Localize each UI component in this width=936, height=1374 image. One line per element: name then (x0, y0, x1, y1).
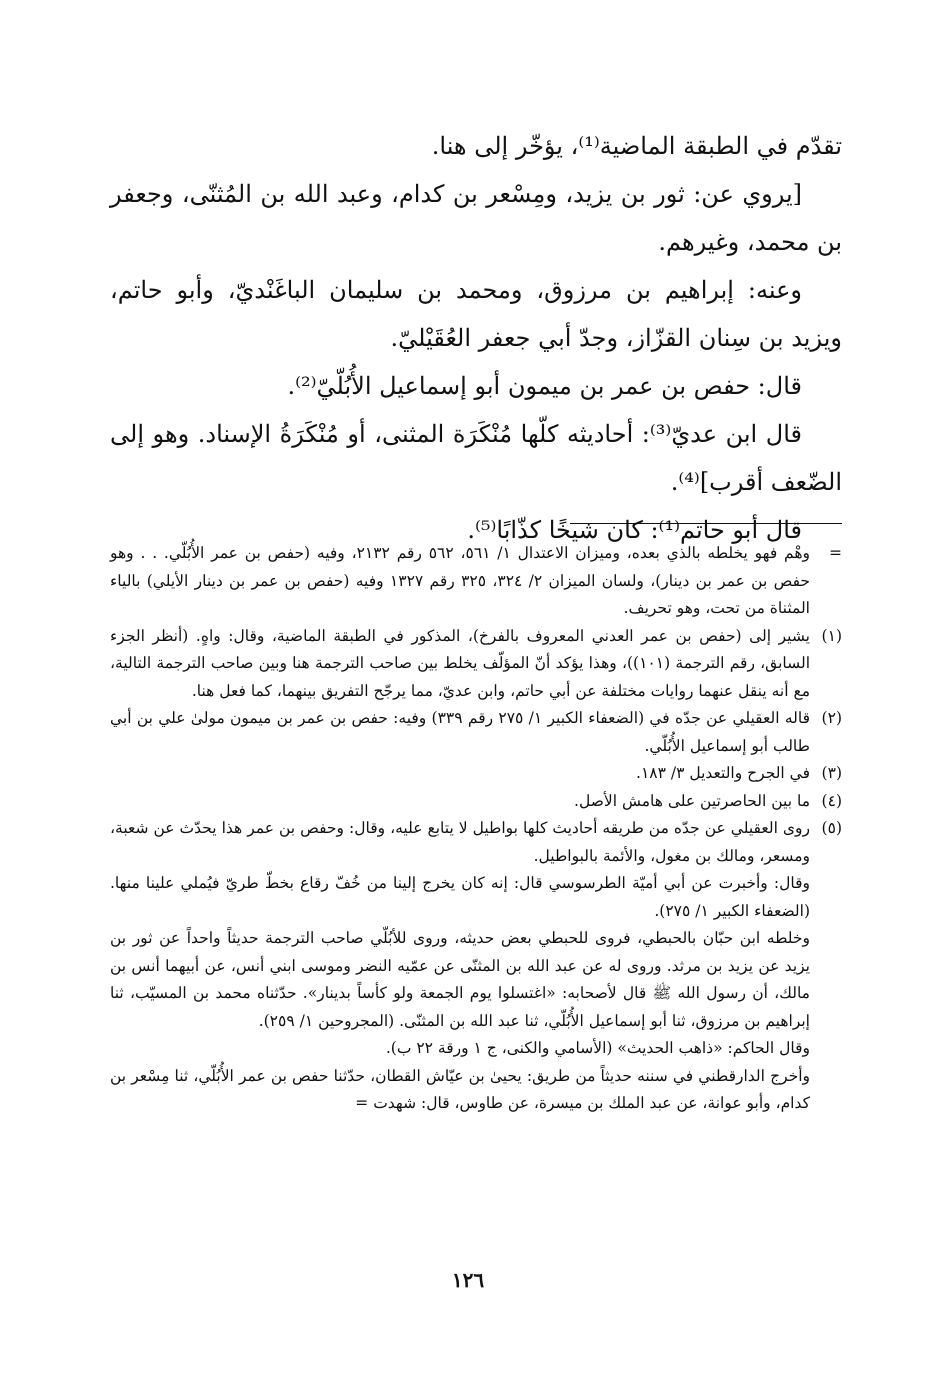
main-line: قال: حفص بن عمر بن ميمون أبو إسماعيل الأُبُلّيّ⁽²⁾. (287, 372, 802, 400)
page-number: ١٢٦ (451, 1268, 485, 1292)
footnote-marker: (١) (821, 626, 842, 645)
footnote-marker: (٢) (821, 709, 842, 727)
footnote-separator (570, 523, 842, 524)
footnote-marker: (٥) (821, 819, 842, 837)
footnote-marker: (٣) (821, 764, 842, 782)
footnote-continuation (110, 540, 842, 623)
main-line: تقدّم في الطبقة الماضية⁽¹⁾، يؤخّر إلى هنا. (431, 132, 842, 160)
footnote-text: وهْم فهو يخلطه بالذي بعده، وميزان الاعتدال ١/ ٥٦١، ٥٦٢ رقم ٢١٣٢، وفيه (حفص بن عمر الأُبُلّي. . . وهو حفص بن عمر بن دينار)، ولسان الميزان ٢/ ٣٢٤، ٣٢٥ رقم ١٣٢٧ وفيه (حفص بن عمر بن دينار الأيلي) بالياء المثناة من تحت، وهو تحريف. (110, 544, 811, 617)
main-line: قال ابن عديّ⁽³⁾: أحاديثه كلّها مُنْكَرَة المثنى، أو مُنْكَرَةُ الإسناد. وهو إلى الضّعف أقرب]⁽⁴⁾. (110, 420, 842, 496)
footnote-text: وأخرج الدارقطني في سننه حديثاً من طريق: يحيىٰ بن عيّاش القطان، حدّثنا حفص بن عمر الأُبُلّي، ثنا مِسْعر بن كدام، وأبو عوانة، عن عبد الملك بن ميسرة، عن طاوس، قال: شهدت = (110, 1066, 810, 1112)
main-line: [يروي عن: ثور بن يزيد، ومِسْعر بن كدام، وعبد الله بن المُثنّى، وجعفر بن محمد، وغيرهم. (110, 180, 842, 256)
footnote-text: وخلطه ابن حبّان بالحبطي، فروى للحبطي بعض حديثه، وروى للأبُلّي صاحب الترجمة حديثاً واحداً عن ثور بن يزيد عن يزيد بن مرثد. وروى له عن عبد الله بن المثنّى عن عمّيه النضر وموسى ابني أنس، عن أبيهما أنس بن مالك، أن رسول الله ﷺ قال لأصحابه: «اغتسلوا يوم الجمعة ولو كأساً بدينار». حدّثناه محمد بن المسيّب، ثنا إبراهيم بن مرزوق، ثنا أبو إسماعيل الأُبُلّي، ثنا عبد الله بن المثنّى. (المجروحين ١/ ٢٥٩). (110, 929, 810, 1030)
footnotes (110, 540, 842, 1118)
footnote-2 (110, 705, 842, 760)
footnote-3 (110, 760, 842, 788)
footnote-text: قاله العقيلي عن جدّه في (الضعفاء الكبير ١/ ٢٧٥ رقم ٣٣٩) وفيه: حفص بن عمر بن ميمون مولىٰ علي بن أبي طالب أبو إسماعيل الأُبُلّي. (110, 709, 810, 755)
footnote-text: في الجرح والتعديل ٣/ ١٨٣. (636, 764, 810, 782)
footnote-5 (110, 815, 842, 1118)
main-line: قال أبو حاتم⁽¹⁾: كان شيخًا كذّابًا⁽⁵⁾. (467, 516, 802, 544)
main-text (110, 122, 842, 554)
footnote-marker: (٤) (821, 791, 842, 810)
footnote-text: وقال الحاكم: «ذاهب الحديث» (الأسامي والكنى، ج ١ ورقة ٢٢ ب). (385, 1039, 810, 1057)
footnote-1 (110, 623, 842, 706)
footnote-text: روى العقيلي عن جدّه من طريقه أحاديث كلها بواطيل لا يتابع عليه، وقال: وحفص بن عمر هذا يحدّث عن شعبة، ومسعر، ومالك بن مغول، والأئمة بالبواطيل. (110, 819, 810, 865)
footnote-text: يشير إلى (حفص بن عمر العدني المعروف بالفرخ)، المذكور في الطبقة الماضية، وقال: واهٍ. (أنظر الجزء السابق، رقم الترجمة (١٠١))، وهذا يؤكد أنّ المؤلّف يخلط بين صاحب الترجمة هنا وبين صاحب الترجمة التالية، مع أنه ينقل عنهما روايات مختلفة عن أبي حاتم، وابن عديّ، مما يرجّح التفريق بينهما، كما فعل هنا. (110, 626, 810, 700)
footnote-text: وقال: وأخبرت عن أبي أميّة الطرسوسي قال: إنه كان يخرج إلينا من خُفّ رقاع بخطّ طريّ فيُملي علينا منها. (الضعفاء الكبير ١/ ٢٧٥). (110, 874, 810, 920)
footnote-4 (110, 788, 842, 816)
footnote-text: ما بين الحاصرتين على هامش الأصل. (574, 791, 810, 810)
footnote-marker: = (829, 544, 842, 562)
main-line: وعنه: إبراهيم بن مرزوق، ومحمد بن سليمان الباغَنْديّ، وأبو حاتم، ويزيد بن سِنان القزّاز، وجدّ أبي جعفر العُقَيْليّ. (110, 276, 842, 352)
